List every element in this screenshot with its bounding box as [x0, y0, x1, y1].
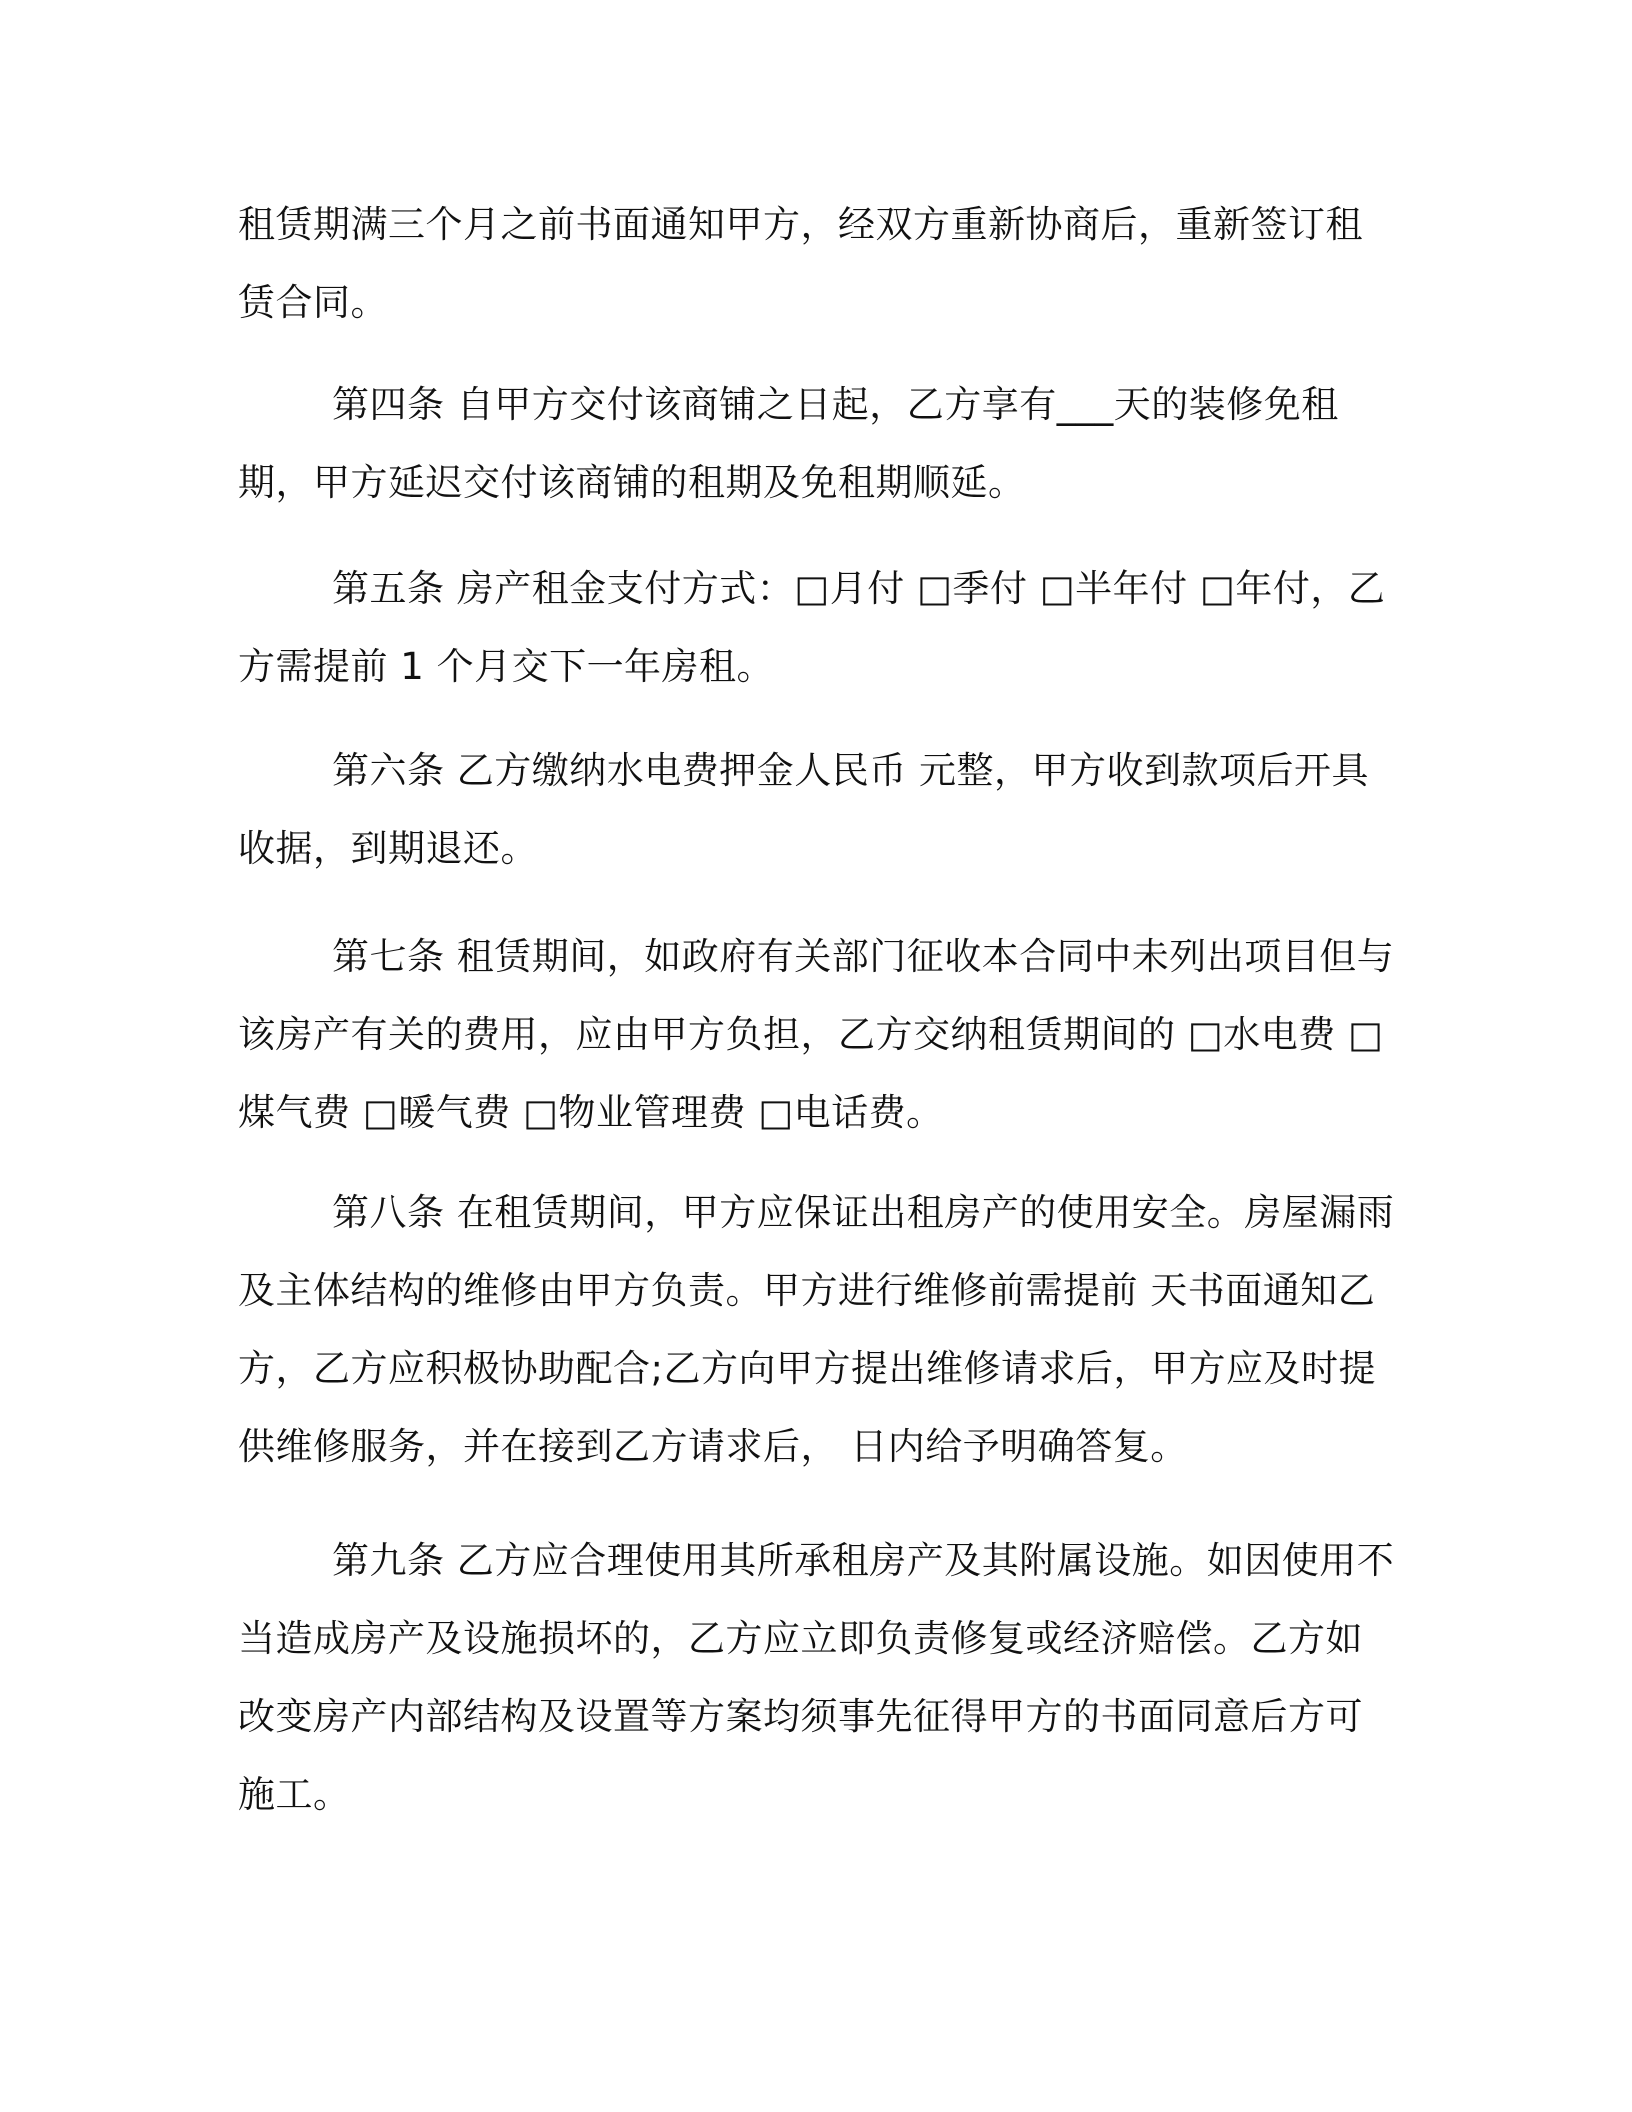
paragraph-article-7: 第七条 租赁期间，如政府有关部门征收本合同中未列出项目但与该房产有关的费用，应由甲方负担，乙方交纳租赁期间的 □水电费 □煤气费 □暖气费 □物业管理费 □电话费。 [238, 935, 1395, 1134]
paragraph-article-9: 第九条 乙方应合理使用其所承租房产及其附属设施。如因使用不当造成房产及设施损坏的，乙方应立即负责修复或经济赔偿。乙方如改变房产内部结构及设置等方案均须事先征得甲方的书面同意后方可施工。 [238, 1539, 1395, 1816]
paragraph-article-6: 第六条 乙方缴纳水电费押金人民币 元整，甲方收到款项后开具收据，到期退还。 [238, 749, 1370, 870]
paragraph-article-8: 第八条 在租赁期间，甲方应保证出租房产的使用安全。房屋漏雨及主体结构的维修由甲方负责。甲方进行维修前需提前 天书面通知乙方，乙方应积极协助配合;乙方向甲方提出维修请求后，甲方应及时提供维修服务，并在接到乙方请求后， 日内给予明确答复。 [238, 1191, 1395, 1468]
paragraph-article-5: 第五条 房产租金支付方式：□月付 □季付 □半年付 □年付，乙方需提前 1 个月交下一年房租。 [238, 567, 1386, 688]
paragraph-article-4: 第四条 自甲方交付该商铺之日起，乙方享有___天的装修免租期，甲方延迟交付该商铺的租期及免租期顺延。 [238, 383, 1339, 504]
document-body [238, 186, 1398, 1834]
paragraph-continuation: 租赁期满三个月之前书面通知甲方，经双方重新协商后，重新签订租赁合同。 [238, 203, 1363, 324]
